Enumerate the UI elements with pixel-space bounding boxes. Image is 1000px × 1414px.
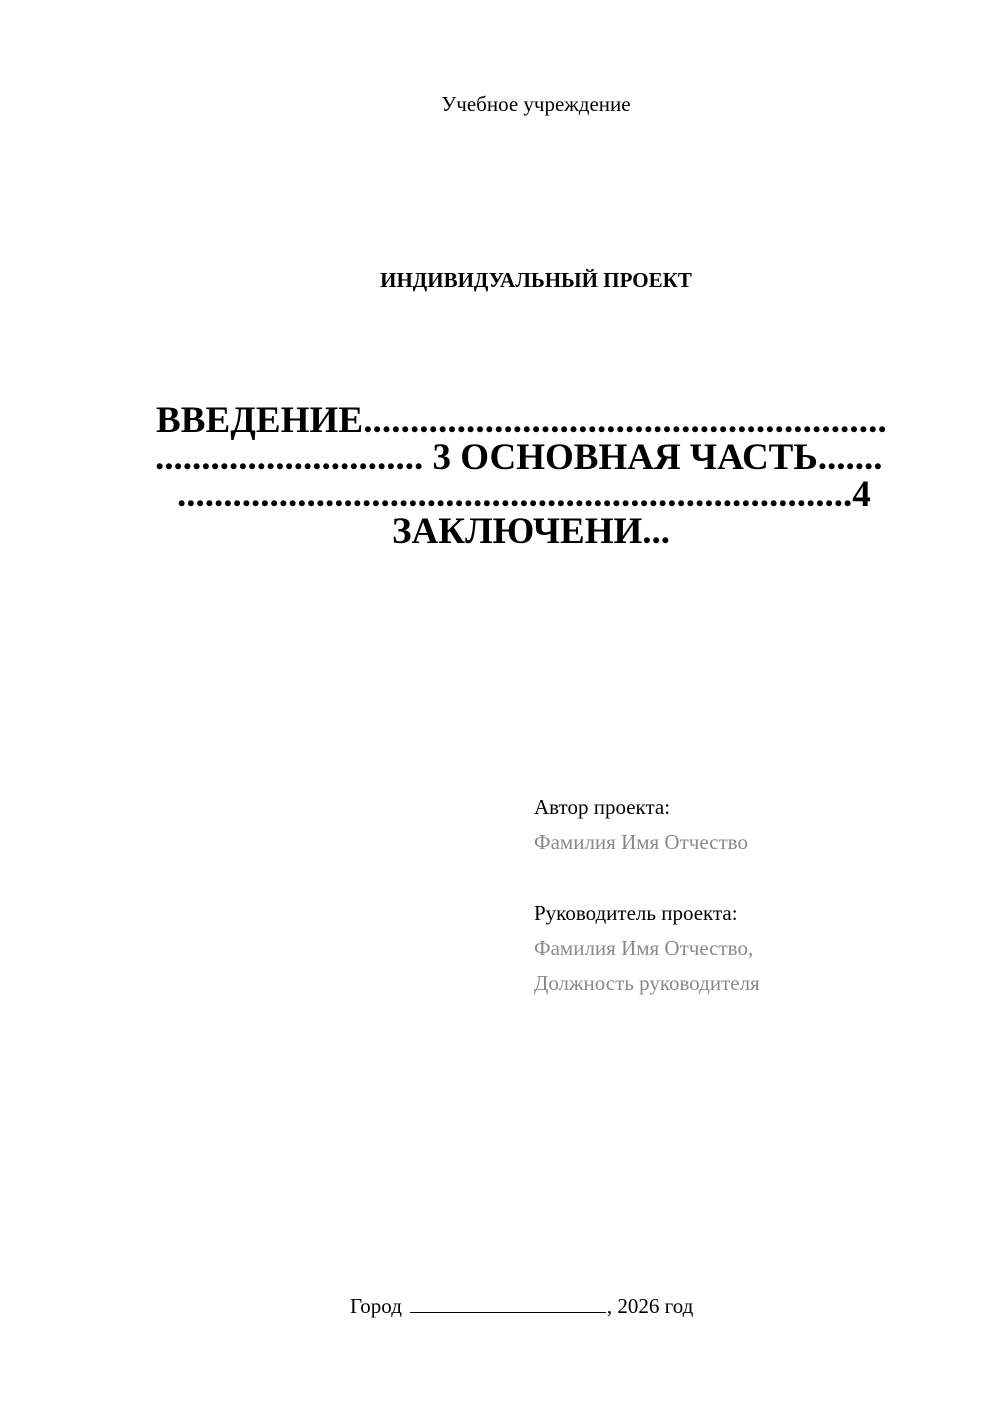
supervisor-name: Фамилия Имя Отчество,	[534, 936, 754, 960]
supervisor-label: Руководитель проекта:	[534, 901, 738, 925]
title-line: ............................. 3 ОСНОВНАЯ ЧАСТЬ.......	[155, 437, 883, 478]
title-line: ЗАКЛЮЧЕНИ...	[392, 511, 671, 552]
city-blank-line	[410, 1292, 606, 1313]
author-label: Автор проекта:	[534, 795, 671, 819]
institution-name: Учебное учреждение	[441, 92, 631, 116]
title-line: .........................................................................4	[177, 474, 871, 515]
footer-year: , 2026 год	[606, 1294, 694, 1318]
project-type-heading: ИНДИВИДУАЛЬНЫЙ ПРОЕКТ	[380, 268, 692, 292]
author-name: Фамилия Имя Отчество	[534, 830, 748, 854]
footer-city-year	[350, 1292, 693, 1319]
supervisor-position: Должность руководителя	[534, 971, 760, 995]
project-title	[152, 402, 922, 550]
credits-block	[534, 790, 760, 1001]
title-line: ВВЕДЕНИЕ........................................................	[156, 400, 887, 441]
spacer	[534, 860, 760, 896]
footer-city: Город	[350, 1294, 402, 1318]
